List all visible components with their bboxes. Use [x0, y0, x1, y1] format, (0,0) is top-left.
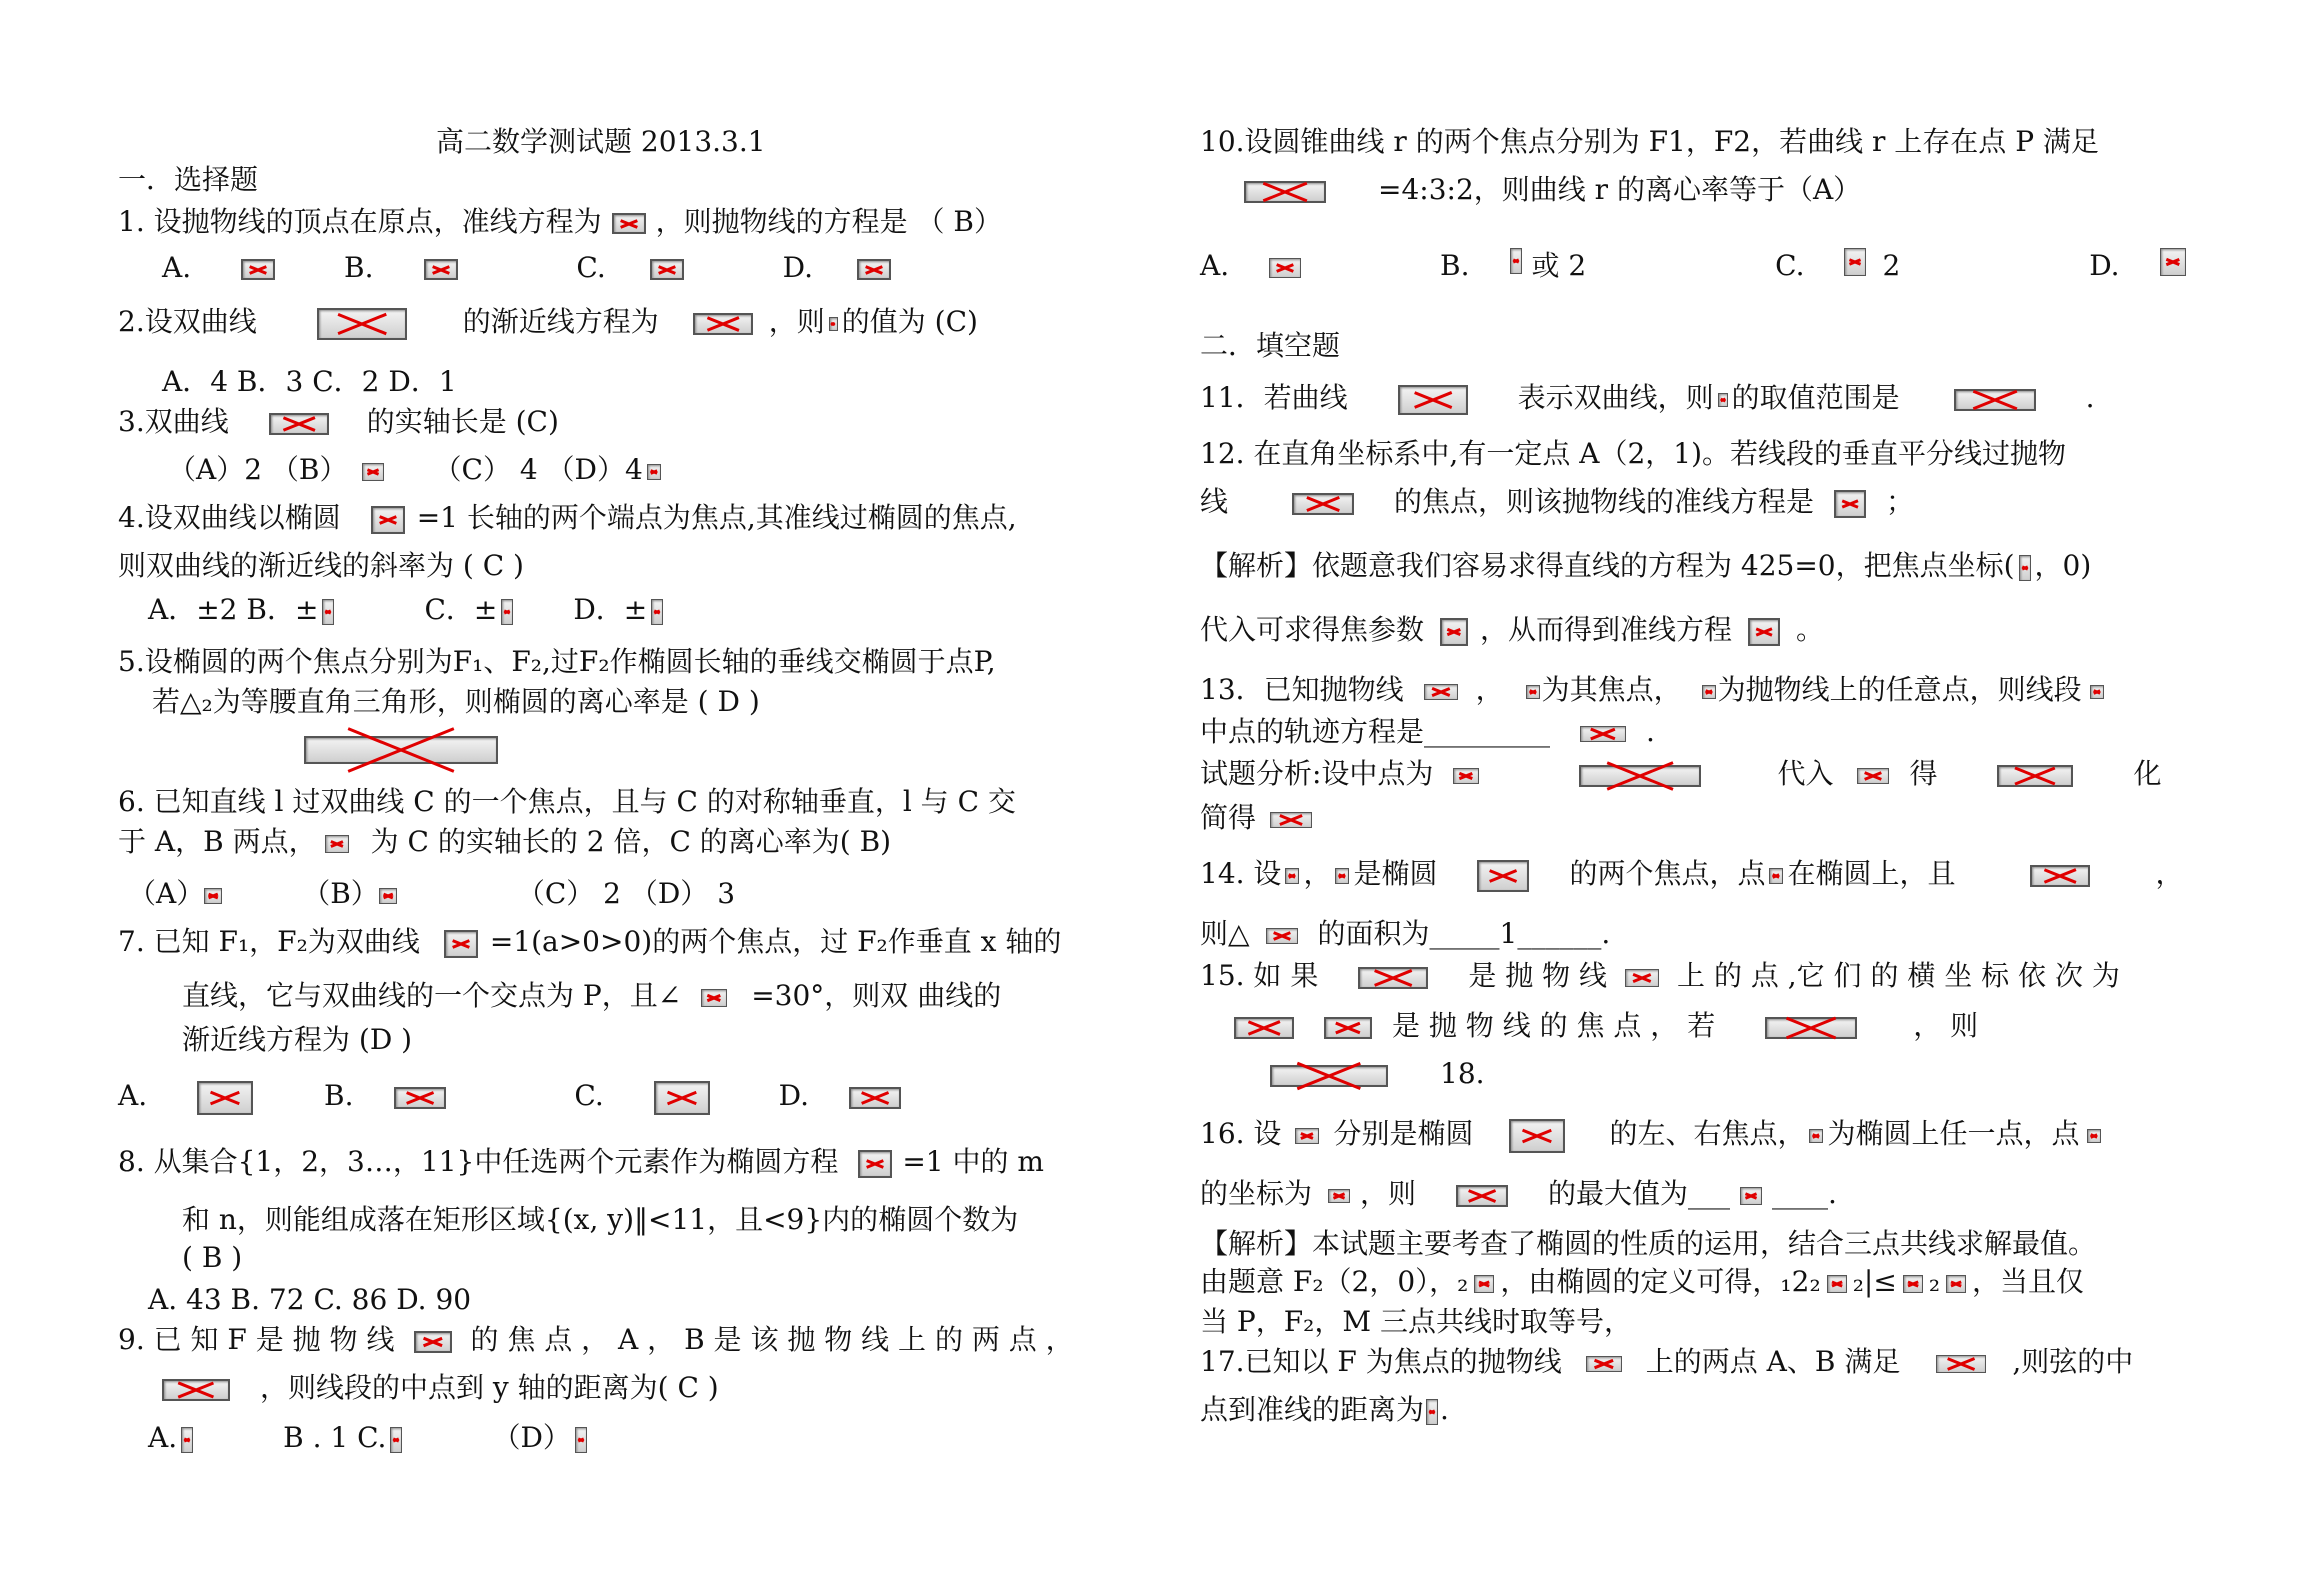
formula-image: [1324, 1017, 1372, 1039]
formula-image: [1740, 1187, 1762, 1205]
formula-image: [414, 1331, 452, 1353]
formula-image: [1335, 868, 1349, 884]
question-12: 12. 在直角坐标系中,有一定点 A（2，1)。若线段的垂直平分线过抛物: [1200, 437, 2067, 470]
formula-image: [1809, 1129, 1823, 1143]
formula-image: [1844, 248, 1866, 276]
formula-image: [1997, 765, 2073, 787]
formula-image: [1398, 385, 1468, 415]
question-4-line-2: 则双曲线的渐近线的斜率为 ( C ): [118, 549, 524, 582]
formula-image: [371, 506, 405, 534]
formula-image: [1946, 1275, 1966, 1293]
question-14: 14. 设 ， 是椭圆 的两个焦点，点 在椭圆上，且 ，: [1200, 857, 2184, 890]
question-15-line-2: 是 抛 物 线 的 焦 点 ， 若 ， 则: [1234, 1008, 1978, 1044]
answer-16: 【解析】本试题主要考查了椭圆的性质的运用，结合三点共线求解最值。: [1200, 1227, 2097, 1260]
formula-image: [1579, 765, 1701, 787]
question-16: 16. 设 分别是椭圆 的左、右焦点， 为椭圆上任一点，点: [1200, 1116, 2101, 1153]
formula-image: [317, 308, 407, 340]
question-4: 4.设双曲线以椭圆 =1 长轴的两个端点为焦点,其准线过椭圆的焦点,: [118, 501, 1017, 534]
formula-image: [1509, 1119, 1565, 1153]
question-5-formula: [294, 730, 508, 766]
question-14-line-2: 则△ 的面积为_____1______.: [1200, 917, 1611, 950]
question-16-line-2: 的坐标为 ，则 的最大值为___ ____.: [1200, 1177, 1837, 1210]
formula-image: [654, 1081, 710, 1115]
question-4-options: A．±2 B．± C．± D．±: [148, 592, 667, 628]
formula-image: [1424, 684, 1458, 700]
formula-image: [1769, 868, 1783, 884]
formula-image: [693, 313, 753, 335]
question-6-options: （A） （B） （C） 2 （D） 3: [128, 877, 736, 910]
formula-image: [197, 1081, 253, 1115]
formula-image: [1328, 1189, 1350, 1203]
answer-12-line-2: 代入可求得焦参数 ，从而得到准线方程 。: [1200, 613, 1825, 646]
page-title: 高二数学测试题 2013.3.1: [436, 125, 766, 158]
section-heading-choice: 一．选择题: [118, 163, 259, 196]
formula-image: [651, 599, 663, 625]
formula-image: [1510, 248, 1522, 274]
question-8-line-2: 和 n，则能组成落在矩形区域{(x, y)‖<11，且<9}内的椭圆个数为: [182, 1203, 1019, 1236]
formula-image: [829, 317, 838, 331]
question-2: 2.设双曲线 的渐近线方程为 ，则 的值为 (C): [118, 305, 978, 338]
formula-image: [701, 989, 727, 1007]
formula-image: [1270, 812, 1312, 828]
question-2-options: A．4 B．3 C．2 D．1: [162, 365, 457, 398]
formula-image: [1266, 928, 1298, 944]
formula-image: [424, 259, 458, 280]
formula-image: [394, 1087, 446, 1109]
formula-image: [1586, 1356, 1622, 1372]
formula-image: [304, 736, 498, 764]
question-7-line-2: 直线，它与双曲线的一个交点为 P，且∠ =30°，则双 曲线的: [182, 979, 1002, 1012]
section-heading-fill: 二．填空题: [1200, 329, 1341, 362]
answer-16-line-2: 由题意 F₂（2，0），₂ ，由椭圆的定义可得，₁2₂ ₂|≤ ₂ ，当且仅: [1200, 1265, 2085, 1298]
formula-image: [1456, 1185, 1508, 1207]
formula-image: [1526, 685, 1540, 699]
question-3: 3.双曲线 的实轴长是 (C): [118, 405, 559, 438]
question-5: 5.设椭圆的两个焦点分别为F₁、F₂,过F₂作椭圆长轴的垂线交椭圆于点P,: [118, 645, 996, 678]
formula-image: [1269, 258, 1301, 278]
formula-image: [1234, 1017, 1294, 1039]
formula-image: [857, 259, 891, 280]
formula-image: [612, 213, 646, 234]
formula-image: [650, 259, 684, 280]
formula-image: [1580, 726, 1626, 742]
formula-image: [1474, 1275, 1494, 1293]
question-3-options: （A）2 （B） （C） 4 （D）4: [168, 452, 665, 488]
formula-image: [162, 1379, 230, 1401]
question-17-line-2: 点到准线的距离为 .: [1200, 1393, 1449, 1426]
formula-image: [2019, 555, 2031, 581]
formula-image: [2030, 865, 2090, 887]
question-10-options: A. B. 或 2 C. 2 D.: [1200, 248, 2186, 284]
question-9-options: A. B . 1 C. （D）: [148, 1420, 591, 1456]
formula-image: [1285, 868, 1299, 884]
formula-image: [241, 259, 275, 280]
formula-image: [1244, 181, 1326, 203]
question-5-line-2: 若△₂为等腰直角三角形，则椭圆的离心率是 ( D ): [152, 685, 760, 718]
question-7: 7. 已知 F₁，F₂为双曲线 =1(a>0>0)的两个焦点，过 F₂作垂直 x 轴的: [118, 925, 1062, 958]
formula-image: [1270, 1065, 1388, 1087]
formula-image: [575, 1427, 587, 1453]
question-6-line-2: 于 A，B 两点， 为 C 的实轴长的 2 倍，C 的离心率为( B): [118, 825, 892, 858]
question-7-line-3: 渐近线方程为 (D ): [182, 1023, 413, 1056]
formula-image: [849, 1087, 901, 1109]
formula-image: [325, 835, 349, 853]
formula-image: [362, 463, 384, 481]
formula-image: [1718, 393, 1728, 407]
formula-image: [444, 930, 478, 958]
question-13-analysis: 试题分析:设中点为 代入 得 化: [1200, 757, 2162, 790]
formula-image: [2090, 685, 2104, 699]
formula-image: [390, 1427, 402, 1453]
formula-image: [379, 888, 397, 904]
formula-image: [1827, 1275, 1847, 1293]
formula-image: [1295, 1128, 1319, 1144]
question-10-line-2: =4:3:2，则曲线 r 的离心率等于（A）: [1244, 172, 1861, 208]
formula-image: [1625, 969, 1659, 987]
question-13: 13．已知抛物线 ， 为其焦点， 为抛物线上的任意点，则线段: [1200, 672, 2104, 708]
formula-image: [2087, 1129, 2101, 1143]
question-8: 8. 从集合{1，2，3…，11}中任选两个元素作为椭圆方程 =1 中的 m: [118, 1145, 1044, 1178]
question-17: 17.已知以 F 为焦点的抛物线 上的两点 A、B 满足 ,则弦的中: [1200, 1345, 2134, 1378]
formula-image: [1426, 1399, 1438, 1425]
formula-image: [501, 599, 513, 625]
question-13-line-2: 中点的轨迹方程是_________ .: [1200, 715, 1655, 748]
formula-image: [1358, 967, 1428, 989]
formula-image: [1748, 618, 1780, 646]
answer-12: 【解析】依题意我们容易求得直线的方程为 425=0，把焦点坐标( ，0): [1200, 549, 2092, 582]
formula-image: [1440, 618, 1468, 646]
formula-image: [269, 413, 329, 435]
formula-image: [858, 1150, 892, 1178]
question-8-options: A. 43 B. 72 C. 86 D. 90: [148, 1283, 472, 1316]
formula-image: [1936, 1355, 1986, 1373]
formula-image: [1954, 389, 2036, 411]
question-8-line-3: ( B ): [182, 1241, 243, 1274]
question-1: 1. 设抛物线的顶点在原点，准线方程为 ，则抛物线的方程是 （ B）: [118, 205, 1003, 238]
question-15: 15. 如 果 是 抛 物 线 上 的 点 ,它 们 的 横 坐 标 依 次 为: [1200, 959, 2120, 992]
answer-16-line-3: 当 P，F₂，M 三点共线时取等号，: [1200, 1305, 1632, 1338]
formula-image: [1292, 493, 1354, 515]
question-6: 6. 已知直线 l 过双曲线 C 的一个焦点，且与 C 的对称轴垂直，l 与 C 交: [118, 785, 1016, 818]
formula-image: [1834, 490, 1866, 518]
formula-image: [1903, 1275, 1923, 1293]
formula-image: [181, 1427, 193, 1453]
question-1-options: A. B. C. D.: [162, 250, 901, 286]
formula-image: [1453, 768, 1479, 784]
formula-image: [1765, 1017, 1857, 1039]
question-10: 10.设圆锥曲线 r 的两个焦点分别为 F1，F2，若曲线 r 上存在点 P 满足: [1200, 125, 2099, 158]
formula-image: [2160, 248, 2186, 276]
question-9: 9. 已 知 F 是 抛 物 线 的 焦 点 ， A ， B 是 该 抛 物 线 上 的 两 点 ，: [118, 1323, 1074, 1356]
formula-image: [647, 464, 661, 480]
formula-image: [1702, 685, 1716, 699]
question-13-line-4: 简得: [1200, 800, 1312, 836]
formula-image: [1857, 768, 1889, 784]
formula-image: [1477, 860, 1529, 892]
question-9-line-2: ，则线段的中点到 y 轴的距离为( C ): [162, 1370, 719, 1406]
question-11: 11．若曲线 表示双曲线，则 的取值范围是 .: [1200, 381, 2095, 414]
question-7-options: A. B. C. D.: [118, 1078, 901, 1115]
question-12-line-2: 线 的焦点，则该抛物线的准线方程是 ；: [1200, 485, 1915, 518]
formula-image: [322, 599, 334, 625]
formula-image: [204, 888, 222, 904]
question-15-line-3: 18.: [1270, 1056, 1485, 1092]
